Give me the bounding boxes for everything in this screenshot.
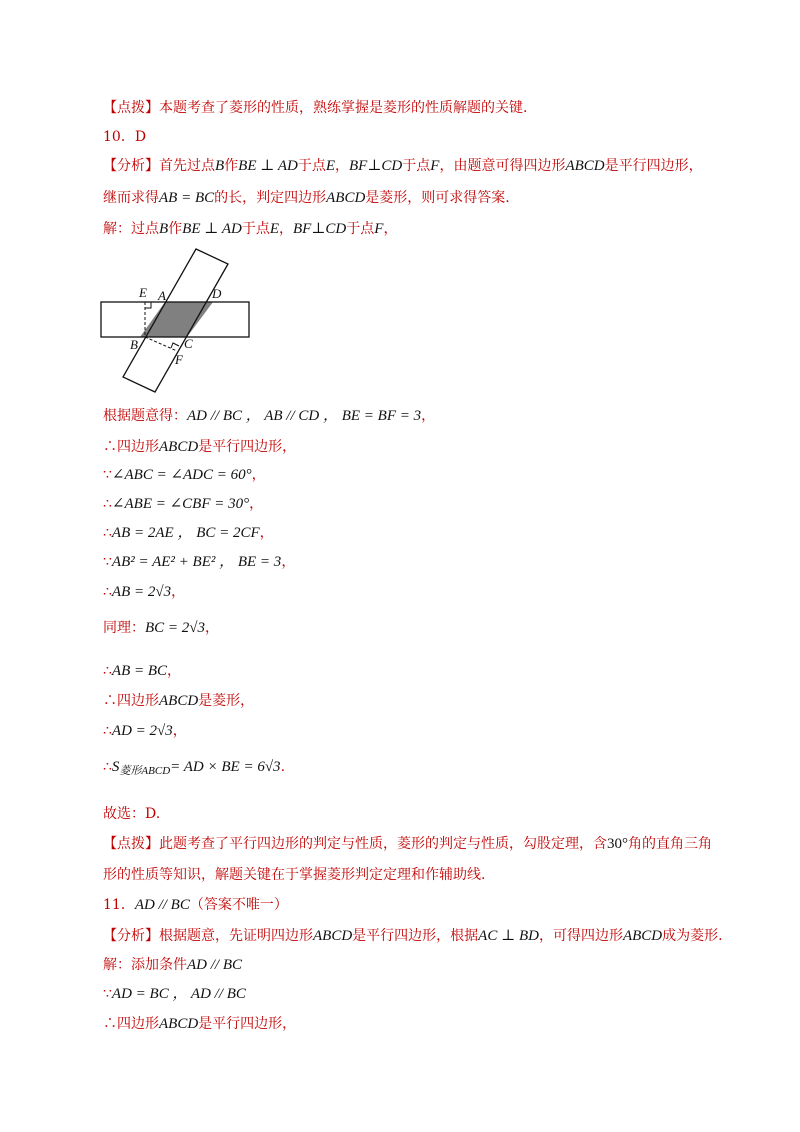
text: ， [172, 723, 187, 739]
text: ，可得四边形 [538, 928, 623, 944]
text: （答案不唯一） [189, 897, 288, 913]
math: F [374, 221, 384, 237]
math: ABCD [159, 439, 199, 455]
text: 【点拨】本题考查了菱形的性质，熟练掌握是菱形的性质解题的关键. [103, 100, 528, 116]
text: ∵ [103, 467, 112, 483]
solution-10-line-6 [103, 522, 274, 544]
analysis-11 [103, 925, 723, 947]
solution-11-line-1 [103, 954, 242, 976]
text: 形的性质等知识，解题关键在于掌握菱形判定定理和作辅助线. [103, 867, 486, 883]
text: ， [167, 663, 182, 679]
hint-10-line-2 [103, 864, 485, 886]
math: ABCD [622, 928, 663, 944]
analysis-10-line-1 [103, 155, 703, 177]
text: ， [171, 584, 186, 600]
text: 10．D [103, 129, 147, 145]
math: E [325, 158, 335, 174]
solution-10-line-8 [103, 581, 185, 603]
solution-10-line-7 [103, 551, 295, 573]
math: AB = 2√3 [111, 584, 172, 600]
label-C: C [184, 336, 193, 351]
math: ABCD [159, 1016, 199, 1032]
solution-10-line-10 [103, 660, 181, 682]
math: S [111, 759, 120, 775]
text: ∴四边形 [103, 693, 159, 709]
choice-10 [103, 803, 160, 825]
text: . [280, 759, 286, 775]
math: AD // BC ， AB // CD ， BE = BF = 3 [187, 408, 422, 424]
text: 同理： [103, 620, 145, 636]
solution-10-line-1 [103, 218, 397, 240]
text: ， [281, 554, 296, 570]
label-D: D [212, 286, 222, 301]
text: ，由题意可得四边形 [439, 158, 566, 174]
text: ∵ [103, 986, 112, 1002]
text: 是菱形，则可求得答案. [365, 190, 510, 206]
text: 是菱形， [198, 693, 255, 709]
math: AD = BC ， AD // BC [111, 986, 246, 1002]
label-A: A [158, 288, 166, 303]
text: 故选：D. [103, 806, 161, 822]
math: ABCD [313, 928, 353, 944]
solution-11-line-3 [103, 1013, 296, 1035]
math: AD // BC [134, 897, 190, 913]
text: 于点 [241, 221, 270, 237]
text: ∴四边形 [103, 439, 159, 455]
math: = AD × BE = 6√3 [170, 759, 281, 775]
solution-10-line-2 [103, 405, 435, 427]
text: ， [249, 496, 264, 512]
answer-10 [103, 126, 146, 148]
text: ∴ [103, 584, 112, 600]
solution-10-line-4 [103, 464, 266, 486]
math: 30° [607, 836, 628, 852]
math: AD = 2√3 [111, 723, 173, 739]
analysis-10-line-2 [103, 187, 510, 209]
math: ABCD [565, 158, 605, 174]
text: ， [205, 620, 220, 636]
math: ∠ABC = ∠ADC = 60° [111, 467, 252, 483]
solution-10-line-13 [103, 756, 285, 779]
text: ∴ [103, 525, 112, 541]
text: 【分析】首先过点 [103, 158, 215, 174]
text: 于点 [402, 158, 431, 174]
math: BF⊥CD [349, 158, 403, 174]
math: ∠ABE = ∠CBF = 30° [111, 496, 250, 512]
math: AC ⊥ BD [478, 928, 539, 944]
hint-line-1 [103, 97, 527, 119]
math: B [215, 158, 225, 174]
math: B [159, 221, 169, 237]
text: ∴四边形 [103, 1016, 159, 1032]
math: AB² = AE² + BE² ， BE = 3 [111, 554, 282, 570]
text: 于点 [297, 158, 326, 174]
solution-10-line-11 [103, 690, 254, 712]
text: 成为菱形. [662, 928, 723, 944]
math: E [269, 221, 279, 237]
text: ∵ [103, 554, 112, 570]
geometry-figure [95, 245, 260, 395]
answer-11 [103, 894, 288, 916]
text: 【分析】根据题意，先证明四边形 [103, 928, 313, 944]
solution-10-line-3 [103, 436, 296, 458]
text: ∴ [103, 723, 112, 739]
text: 继而求得 [103, 190, 159, 206]
math: AB = BC [159, 190, 215, 206]
text: ∴ [103, 759, 112, 775]
text: 根据题意得： [103, 408, 187, 424]
math: AB = BC [111, 663, 168, 679]
text: 11． [103, 897, 135, 913]
solution-10-line-5 [103, 493, 263, 515]
text: ， [383, 221, 398, 237]
text: ， [251, 467, 266, 483]
math: ABCD [326, 190, 366, 206]
text: 是平行四边形， [198, 1016, 297, 1032]
label-F: F [175, 352, 183, 367]
text: 是平行四边形， [604, 158, 703, 174]
text: 是平行四边形， [198, 439, 297, 455]
math: AB = 2AE ， BC = 2CF [111, 525, 260, 541]
solution-11-line-2 [103, 983, 246, 1005]
math: BC = 2√3 [145, 620, 206, 636]
math: BE ⊥ AD [238, 158, 298, 174]
text: ， [421, 408, 436, 424]
math: AD // BC [187, 957, 242, 973]
hint-10-line-1 [103, 833, 712, 855]
math: ABCD [159, 693, 199, 709]
text: 是平行四边形，根据 [352, 928, 479, 944]
text: ∴ [103, 496, 112, 512]
solution-10-line-12 [103, 720, 187, 742]
text: 于点 [346, 221, 375, 237]
text: 作 [168, 221, 183, 237]
label-E: E [139, 285, 147, 300]
label-B: B [130, 337, 138, 352]
solution-10-line-9 [103, 617, 219, 639]
math-subscript: 菱形ABCD [119, 765, 171, 777]
math: F [430, 158, 440, 174]
text: ， [279, 221, 293, 237]
text: ∴ [103, 663, 112, 679]
text: 【点拨】此题考查了平行四边形的判定与性质，菱形的判定与性质，勾股定理，含 [103, 836, 607, 852]
text: 角的直角三角 [628, 836, 712, 852]
text: 解：添加条件 [103, 957, 187, 973]
text: ， [335, 158, 349, 174]
text: 作 [224, 158, 239, 174]
right-angle-F [171, 343, 179, 348]
text: 解：过点 [103, 221, 159, 237]
math: BE ⊥ AD [182, 221, 242, 237]
text: 的长，判定四边形 [214, 190, 327, 206]
text: ， [259, 525, 274, 541]
right-angle-E [145, 302, 151, 308]
math: BF⊥CD [293, 221, 347, 237]
